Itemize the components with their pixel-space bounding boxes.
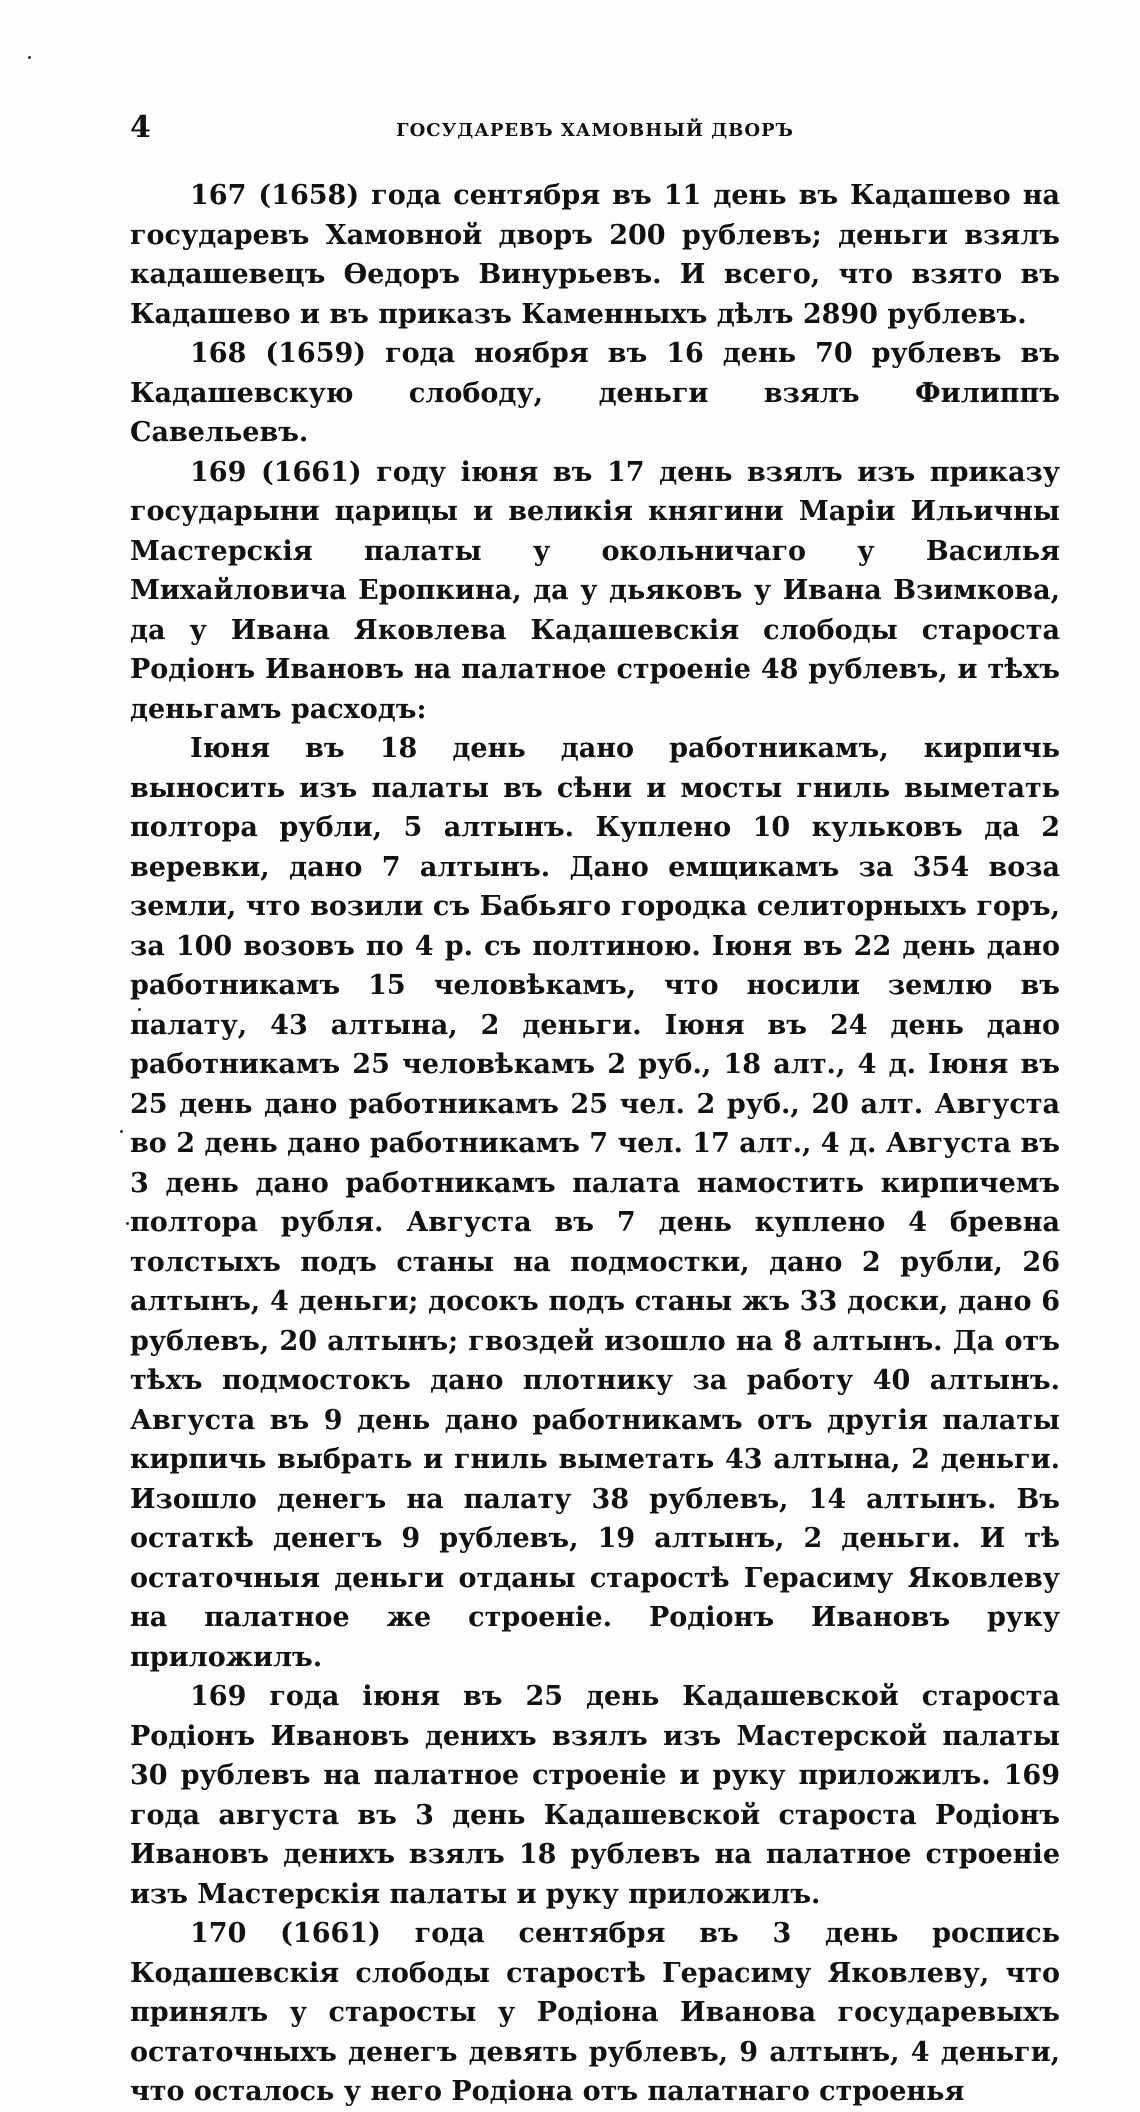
body-text [130, 176, 1060, 2112]
paragraph: 170 (1661) года сентября въ 3 день роспись Кодашевскія слободы старостѣ Герасиму Яковлеву, что принялъ у старосты у Родіона Иванова государевыхъ остаточныхъ денегъ девять рублевъ, 9 алтынъ, 4 деньги, что осталось у него Родіона отъ палатнаго строенья [130, 1918, 1060, 2107]
paragraph: 167 (1658) года сентября въ 11 день въ Кадашево на государевъ Хамовной дворъ 200 рублевъ; деньги взялъ кадашевецъ Өедоръ Винурьевъ. И всего, что взято въ Кадашево и въ приказъ Каменныхъ дѣлъ 2890 рублевъ. [130, 180, 1060, 330]
paragraph: Іюня въ 18 день дано работникамъ, кирпичь выносить изъ палаты въ сѣни и мосты гниль выметать полтора рубли, 5 алтынъ. Куплено 10 кульковъ да 2 веревки, дано 7 алтынъ. Дано емщикамъ за 354 воза земли, что возили съ Бабьяго городка селиторныхъ горъ, за 100 возовъ по 4 р. съ полтиною. Іюня въ 22 день дано работникамъ 15 человѣкамъ, что носили землю въ палату, 43 алтына, 2 деньги. Іюня въ 24 день дано работникамъ 25 человѣкамъ 2 руб., 18 алт., 4 д. Іюня въ 25 день дано работникамъ 25 чел. 2 руб., 20 алт. Августа во 2 день дано работникамъ 7 чел. 17 алт., 4 д. Августа въ 3 день дано работникамъ палата намостить кирпичемъ полтора рубля. Августа въ 7 день куплено 4 бревна толстыхъ подъ станы на подмостки, дано 2 рубли, 26 алтынъ, 4 деньги; досокъ подъ станы жъ 33 доски, дано 6 рублевъ, 20 алтынъ; гвоздей изошло на 8 алтынъ. Да отъ тѣхъ подмостокъ дано плотнику за работу 40 алтынъ. Августа въ 9 день дано работникамъ отъ другія палаты кирпичь выбрать и гниль выметать 43 алтына, 2 деньги. Изошло денегъ на палату 38 рублевъ, 14 алтынъ. Въ остаткѣ денегъ 9 рублевъ, 19 алтынъ, 2 деньги. И тѣ остаточныя деньги отданы старостѣ Герасиму Яковлеву на палатное же строеніе. Родіонъ Ивановъ руку приложилъ. [130, 733, 1060, 1673]
running-title: ГОСУДАРЕВЪ ХАМОВНЫЙ ДВОРЪ [396, 120, 794, 141]
page-header [130, 110, 1060, 150]
paragraph: 169 (1661) году іюня въ 17 день взялъ изъ приказу государыни царицы и великія княгини Маріи Ильичны Мастерскія палаты у окольничаго у Василья Михайловича Еропкина, да у дьяковъ у Ивана Взимкова, да у Ивана Яковлева Кадашевскія слободы староста Родіонъ Ивановъ на палатное строеніе 48 рублевъ, и тѣхъ деньгамъ расходъ: [130, 456, 1060, 725]
scan-speck [120, 1130, 123, 1133]
paragraph: 168 (1659) года ноября въ 16 день 70 рублевъ въ Кадашевскую слободу, деньги взялъ Филиппъ Савельевъ. [130, 338, 1060, 448]
scan-speck [28, 56, 31, 59]
page-number: 4 [130, 110, 151, 145]
scan-speck [126, 1222, 129, 1225]
paragraph: 169 года іюня въ 25 день Кадашевской староста Родіонъ Ивановъ денихъ взялъ изъ Мастерской палаты 30 рублевъ на палатное строеніе и руку приложилъ. 169 года августа въ 3 день Кадашевской староста Родіонъ Ивановъ денихъ взялъ 18 рублевъ на палатное строеніе изъ Мастерскія палаты и руку приложилъ. [130, 1681, 1060, 1910]
book-page [130, 110, 1060, 2112]
